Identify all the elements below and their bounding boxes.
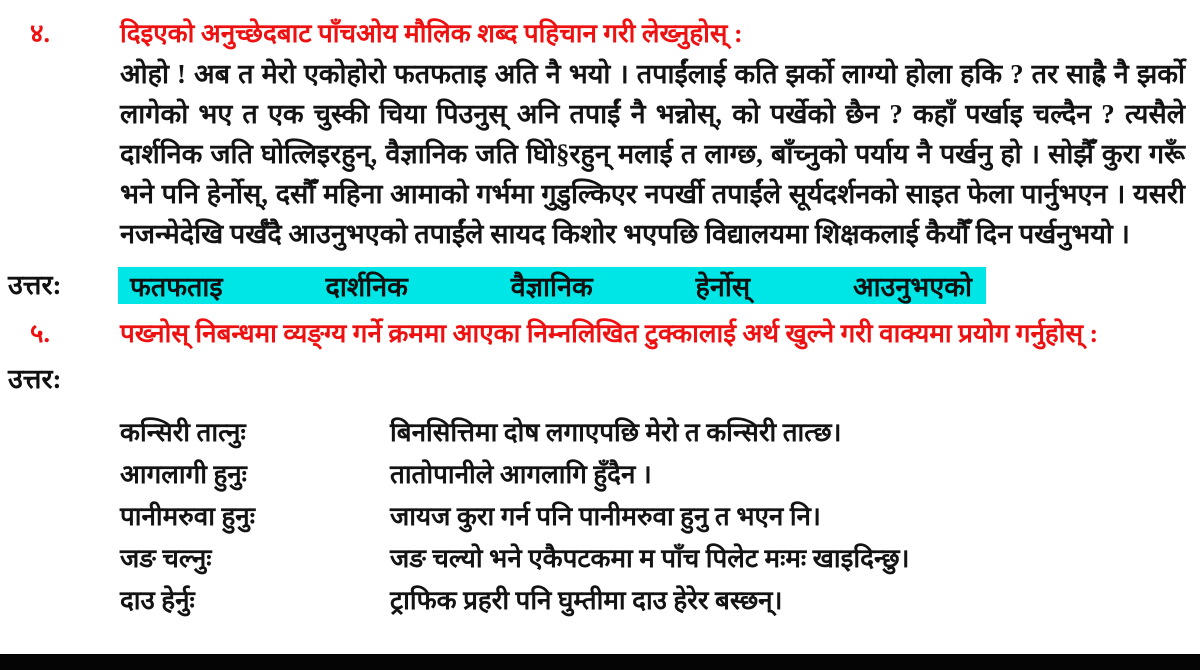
highlighted-answer-strip [118,267,986,304]
question-4-number: ४. [30,19,51,48]
idiom-row-5 [0,580,1200,622]
answer-label-q4: उत्तर: [8,270,62,300]
answer-word-1: फतफताइ [130,271,223,302]
question-5-answer-label-row [0,360,1200,398]
idiom-term-1: कन्सिरी तात्नुः [120,418,246,447]
question-4-passage: ओहो ! अब त मेरो एकोहोरो फतफताइ अति नै भयो । तपाईंलाई कति झर्को लाग्यो होला हकि ? तर साह्रै नै झर्को लागेको भए त एक चुस्की चिया पिउनुस् अनि तपाईं नै भन्नोस्, को पर्खेको छैन ? कहाँ पर्खाइ चल्दैन ? त्यसैले दार्शनिक जति घोत्लिइरहुन्, वैज्ञानिक जति घोि§रहुन् मलाई त लाग्छ, बाँच्नुको पर्याय नै पर्खनु हो । सोझैँ कुरा गरूँ भने पनि हेर्नोस्, दसौँ महिना आमाको गर्भमा गुडुल्किएर नपर्खी तपाईंले सूर्यदर्शनको साइत फेला पार्नुभएन । यसरी नजन्मेदेखि पर्खँदै आउनुभएको तपाईंले सायद किशोर भएपछि विद्यालयमा शिक्षकलाई कैयौँ दिन पर्खनुभयो । [120,59,1185,249]
idiom-table [0,412,1200,622]
idiom-term-2: आगलागी हुनुः [120,460,247,489]
idiom-term-4: जङ चल्नुः [120,544,212,573]
bottom-black-bar [0,654,1200,670]
idiom-sentence-2: तातोपानीले आगलागि हुँदैन । [390,460,652,489]
idiom-sentence-1: बिनसित्तिमा दोष लगाएपछि मेरो त कन्सिरी तात्छ। [390,418,842,447]
answer-label-q5: उत्तर: [8,364,62,394]
idiom-row-2 [0,454,1200,496]
idiom-term-5: दाउ हेर्नुः [120,586,195,615]
question-5-heading: पख्नोस् निबन्धमा व्यङ्ग्य गर्ने क्रममा आएका निम्नलिखित टुक्कालाई अर्थ खुल्ने गरी वाक्यमा प्रयोग गर्नुहोस् : [120,319,1099,348]
idiom-term-3: पानीमरुवा हुनुः [120,502,255,531]
question-4-heading-row [0,14,1200,54]
answer-word-3: वैज्ञानिक [510,271,593,302]
question-5-number: ५. [30,319,51,348]
idiom-row-4 [0,538,1200,580]
idiom-sentence-5: ट्राफिक प्रहरी पनि घुम्तीमा दाउ हेरेर बस्छन्। [390,586,783,615]
question-4-heading: दिइएको अनुच्छेदबाट पाँचओय मौलिक शब्द पहिचान गरी लेख्नुहोस् : [120,19,743,48]
idiom-row-1 [0,412,1200,454]
answer-word-4: हेर्नोस् [695,271,751,302]
answer-word-2: दार्शनिक [325,271,408,302]
idiom-sentence-4: जङ चल्यो भने एकैपटकमा म पाँच पिलेट मःमः खाइदिन्छु। [390,544,910,573]
question-5-heading-row [0,314,1200,354]
answer-word-5: आउनुभएको [852,271,972,302]
idiom-sentence-3: जायज कुरा गर्न पनि पानीमरुवा हुनु त भएन नि। [390,502,821,531]
question-4-answer-row [0,266,1200,304]
question-4-passage-row [0,54,1200,254]
idiom-row-3 [0,496,1200,538]
